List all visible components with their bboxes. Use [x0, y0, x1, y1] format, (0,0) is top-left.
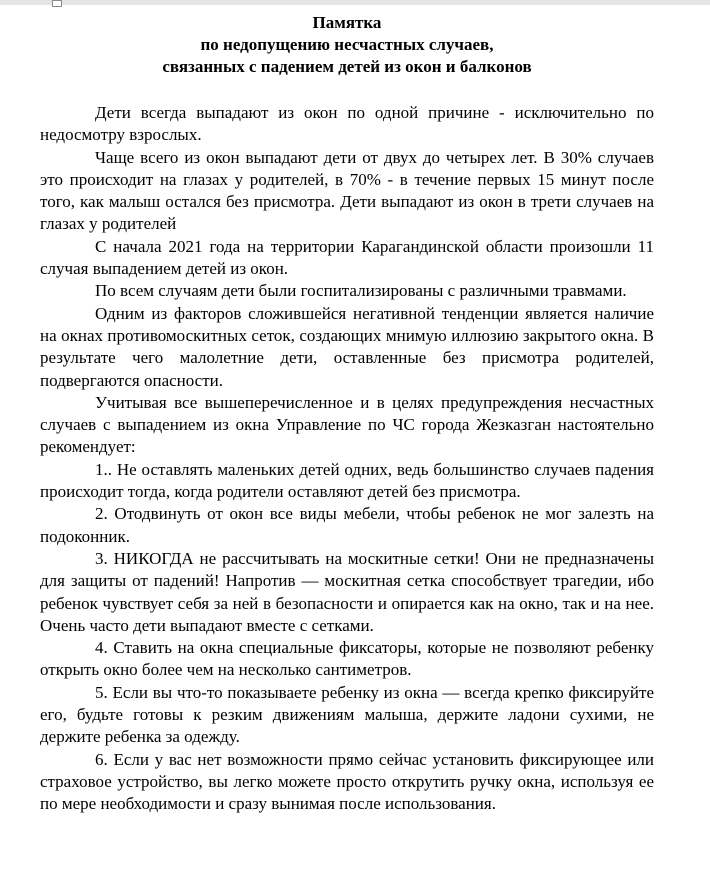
- title-line-1: Памятка: [312, 13, 382, 32]
- paragraph: 5. Если вы что-то показываете ребенку из окна — всегда крепко фиксируйте его, будьте готовы к резким движениям малыша, держите ладони сухими, не держите ребенка за одежду.: [40, 682, 654, 747]
- document-content: [0, 5, 710, 816]
- document-body: [40, 102, 654, 816]
- paragraph: 2. Отодвинуть от окон все виды мебели, чтобы ребенок не мог залезть на подоконник.: [40, 504, 654, 546]
- paragraph: 1.. Не оставлять маленьких детей одних, ведь большинство случаев падения происходит тогда, когда родители оставляют детей без присмотра.: [40, 459, 654, 502]
- document-title: [40, 12, 654, 78]
- paragraph: Одним из факторов сложившейся негативной тенденции является наличие на окнах противомоскитных сеток, создающих мнимую иллюзию закрытого окна. В результате чего малолетние дети, оставленные без присмотра родителей, подвергаются опасности.: [40, 303, 654, 390]
- paragraph: Чаще всего из окон выпадают дети от двух до четырех лет. В 30% случаев это происходит на глазах у родителей, в 70% - в течение первых 15 минут после того, как малыш остался без присмотра. Дети выпадают из окон в трети случаев на глазах у родителей: [40, 147, 654, 234]
- paragraph: По всем случаям дети были госпитализированы с различными травмами.: [95, 281, 627, 301]
- paragraph: С начала 2021 года на территории Карагандинской области произошли 11 случая выпадением детей из окон.: [40, 236, 654, 279]
- paragraph: 6. Если у вас нет возможности прямо сейчас установить фиксирующее или страховое устройство, вы легко можете просто открутить ручку окна, используя ее по мере необходимости и сразу вынимая после использования.: [40, 749, 654, 814]
- paragraph: 4. Ставить на окна специальные фиксаторы, которые не позволяют ребенку открыть окно более чем на несколько сантиметров.: [40, 638, 654, 680]
- paragraph: Учитывая все вышеперечисленное и в целях предупреждения несчастных случаев с выпадением из окна Управление по ЧС города Жезказган настоятельно рекомендует:: [40, 392, 654, 457]
- title-line-3: связанных с падением детей из окон и балконов: [162, 57, 532, 76]
- paragraph: Дети всегда выпадают из окон по одной причине - исключительно по недосмотру взрослых.: [40, 103, 654, 145]
- title-line-2: по недопущению несчастных случаев,: [200, 35, 494, 54]
- paragraph: 3. НИКОГДА не рассчитывать на москитные сетки! Они не предназначены для защиты от падений! Напротив — москитная сетка способствует трагедии, ибо ребенок чувствует себя за ней в безопасности и опирается как на окно, так и на нее. Очень часто дети выпадают вместе с сетками.: [40, 548, 654, 635]
